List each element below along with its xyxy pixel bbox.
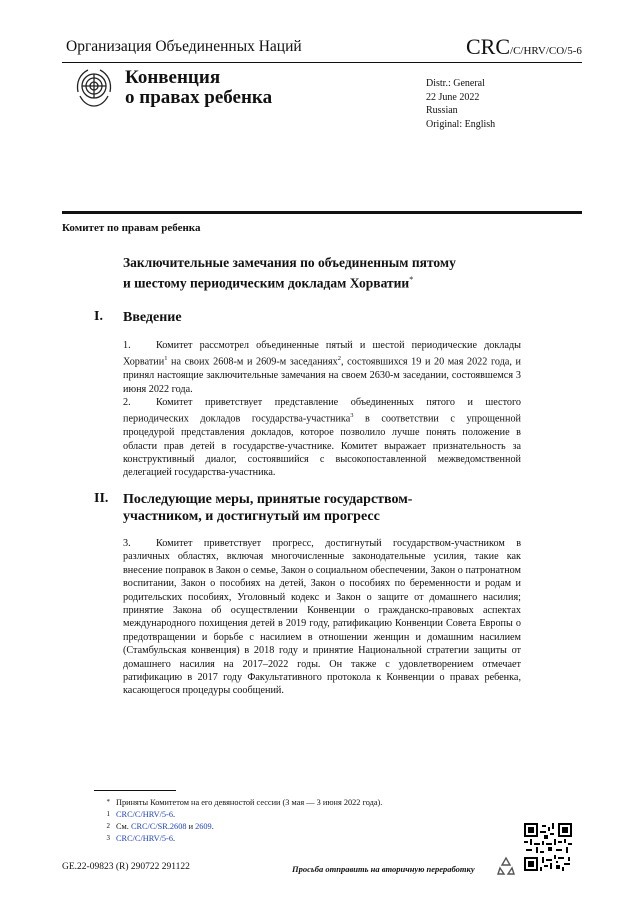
footnote-link[interactable]: CRC/C/SR.2608 — [130, 822, 187, 831]
section-1-number: I. — [94, 309, 103, 324]
title-footnote-mark: * — [409, 274, 414, 284]
section-2-number: II. — [94, 491, 109, 506]
paragraph-3: 3. Комитет приветствует прогресс, достигнутый государством-участником в различных областях, включая многочисленные законодательные усилия, такие как внесение поправок в Закон о семье, Закон о социальном обеспечении, Закон о патронатном воспитании, Закон о пособиях на детей, Закон о пособиях по беременности и родам и родительских пособиях, Уголовный кодекс и Закон о защите от домашнего насилия; принятие Закона об осуществлении Конвенции о гражданско-правовых аспектах международного похищения детей в 2019 году, ратификацию Конвенции Совета Европы о предотвращении и борьбе с насилием в отношении женщин и домашним насилием (Стамбульская конвенция) в 2018 году и принятие Национальной стратегии защиты от домашнего насилия на 2017–2022 годы. Он также с удовлетворением отмечает ратификацию в 2017 году Факультативного протокола к Конвенции о правах ребенка, касающегося процедуры сообщений. — [123, 538, 521, 697]
footnote-link[interactable]: 2609 — [195, 822, 212, 831]
section-1-title: Введение — [123, 310, 182, 325]
title-line-2 — [123, 272, 543, 292]
convention-line-2: о правах ребенка — [125, 87, 273, 108]
footnote-star: * Приняты Комитетом на его девяностой сессии (3 мая — 3 июня 2022 года). — [106, 798, 383, 807]
paragraph-number: 1. — [123, 340, 131, 351]
paragraph-1: 1. Комитет рассмотрел объединенные пятый и шестой периодические доклады Хорватии$^1$ на своих 2608-м и 2609-м заседаниях$^2$, состоявшихся 19 и 20 мая 2022 года, и принял настоящие заключительные замечания на своем 2630-м заседании, состоявшемся 3 июня 2022 года. — [123, 340, 521, 395]
date: 22 June 2022 — [426, 91, 480, 103]
convention-line-1: Конвенция — [125, 67, 221, 88]
organization-name: Организация Объединенных Наций — [66, 38, 302, 55]
symbol-rest: /C/HRV/CO/5-6 — [510, 45, 582, 57]
original-language: Original: English — [426, 118, 496, 130]
document-code: GE.22-09823 (R) 290722 291122 — [62, 862, 190, 872]
distr: Distr.: General — [426, 78, 485, 89]
convention-title — [125, 68, 272, 108]
title-line-1: Заключительные замечания по объединенным пятому — [123, 255, 456, 270]
section-2-title: Последующие меры, принятые государством- участником, и достигнутый им прогресс — [123, 492, 413, 524]
title-line-2-text: и шестому периодическим докладам Хорватии — [123, 275, 410, 290]
header-rule — [62, 62, 582, 63]
footnote-3: 3 CRC/C/HRV/5-6. — [106, 834, 176, 843]
footnote-link[interactable]: CRC/C/HRV/5-6 — [116, 834, 173, 843]
committee-name: Комитет по правам ребенка — [62, 222, 201, 234]
footnote-2: 2 См. CRC/C/SR.2608 и 2609. — [106, 822, 214, 831]
paragraph-number: 3. — [123, 538, 131, 549]
footnote-link[interactable]: CRC/C/HRV/5-6 — [116, 810, 173, 819]
footnote-ref[interactable]: 1 — [164, 355, 168, 363]
footnote-ref[interactable]: 3 — [350, 412, 354, 420]
un-emblem-icon — [72, 66, 116, 110]
distribution-block — [426, 77, 495, 131]
recycle-icon — [496, 856, 516, 876]
heading-rule — [62, 211, 582, 214]
footnote-separator — [94, 790, 176, 791]
recycle-note: Просьба отправить на вторичную переработку — [292, 864, 475, 874]
symbol-main: CRC — [466, 34, 511, 59]
footnote-ref[interactable]: 2 — [337, 355, 342, 363]
language: Russian — [426, 105, 458, 116]
main-title — [123, 255, 543, 292]
qr-code-icon — [524, 823, 572, 871]
paragraph-number: 2. — [123, 397, 131, 408]
document-symbol — [466, 34, 582, 60]
footnote-1: 1 CRC/C/HRV/5-6. — [106, 810, 176, 819]
paragraph-2: 2. Комитет приветствует представление объединенных пятого и шестого периодических докладов государства-участника$^3$ в соответствии с упрощенной процедурой представления докладов, которое позволило лучше понять положение в области прав детей в государстве-участнике. Комитет выражает признательность за конструктивный диалог, состоявшийся с высокопоставленной межведомственной делегацией государства-участника. — [123, 397, 521, 479]
